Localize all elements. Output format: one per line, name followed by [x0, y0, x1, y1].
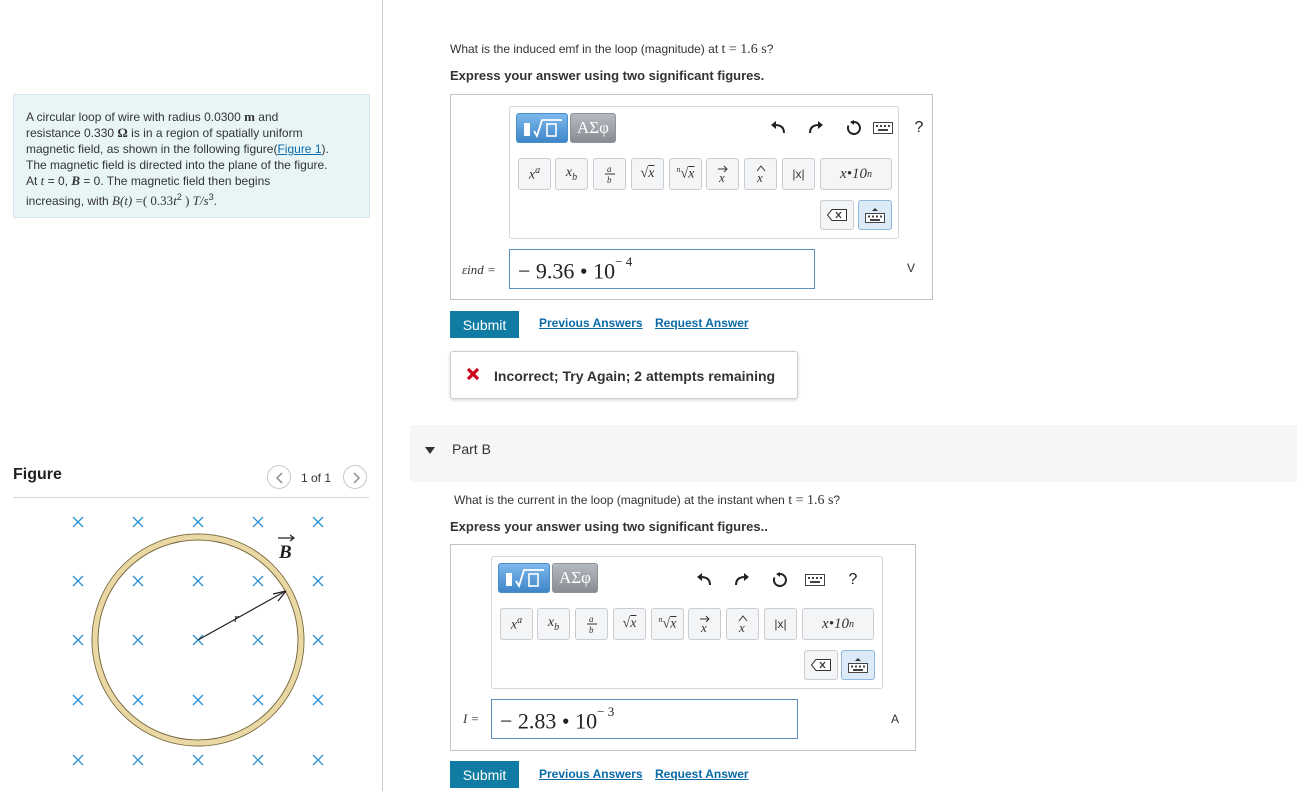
vector-button[interactable]	[688, 608, 721, 640]
scientific-notation-exponent: n	[848, 618, 854, 630]
figure-link[interactable]: Figure 1	[277, 142, 322, 156]
part-a-question-math: t = 1.6 s	[721, 42, 767, 57]
keyboard-icon[interactable]	[804, 572, 826, 588]
field-x-mark	[73, 635, 83, 645]
field-x-mark	[313, 576, 323, 586]
formula-variable: t	[173, 193, 177, 208]
greek-symbols-button[interactable]: ΑΣφ	[570, 113, 616, 143]
formula-unit-exponent: 3	[208, 192, 214, 202]
part-b-title: Part B	[452, 441, 491, 457]
problem-text: The magnetic field is directed into the plane of the figure.	[26, 158, 328, 172]
absolute-value-button[interactable]: |x|	[764, 608, 797, 640]
part-a-previous-answers-link[interactable]: Previous Answers	[539, 316, 643, 330]
templates-icon	[499, 564, 551, 594]
part-b-instruction: Express your answer using two significant figures..	[450, 519, 768, 534]
magnetic-field-figure	[60, 508, 340, 778]
figure-header	[13, 462, 369, 498]
field-x-mark	[73, 517, 83, 527]
formula-paren: )	[181, 193, 193, 208]
undo-icon[interactable]	[694, 569, 714, 591]
part-b-answer-exponent: − 3	[597, 704, 615, 719]
help-icon[interactable]: ?	[848, 571, 858, 588]
unit-vector-button[interactable]	[744, 158, 777, 190]
formula-lhs: B(t)	[112, 193, 133, 208]
part-a-answer-box	[450, 94, 933, 300]
figure-pager: 1 of 1	[301, 471, 332, 485]
field-x-mark	[73, 576, 83, 586]
scientific-notation-label: x•10	[840, 165, 867, 182]
problem-text: At	[26, 174, 41, 188]
field-x-mark	[193, 517, 203, 527]
svg-text:b: b	[588, 625, 593, 635]
keyboard-icon	[865, 207, 885, 223]
chevron-right-icon	[350, 471, 362, 485]
part-b-request-answer-link[interactable]: Request Answer	[655, 767, 749, 781]
part-b-header[interactable]	[410, 425, 1297, 482]
svg-text:x: x	[700, 620, 707, 635]
reset-icon[interactable]	[770, 569, 790, 591]
part-a-question	[450, 42, 773, 58]
backspace-button[interactable]	[820, 200, 854, 230]
field-x-mark	[253, 755, 263, 765]
radius-label: r	[234, 610, 240, 625]
part-b-unit: A	[891, 712, 900, 726]
svg-text:b: b	[606, 175, 611, 185]
field-x-mark	[253, 695, 263, 705]
previous-figure-button[interactable]	[267, 465, 291, 489]
backspace-icon	[827, 209, 847, 221]
part-a-answer-input[interactable]	[509, 249, 815, 289]
feedback-text: Incorrect; Try Again; 2 attempts remaining	[494, 368, 776, 384]
part-b-variable-label: I =	[463, 711, 480, 726]
problem-text: and	[254, 110, 279, 124]
radius-line	[198, 592, 284, 640]
svg-text:a: a	[588, 614, 593, 624]
field-x-mark	[193, 695, 203, 705]
field-x-mark	[133, 635, 143, 645]
radius-unit: m	[244, 109, 255, 124]
field-x-mark	[193, 576, 203, 586]
backspace-icon	[811, 659, 831, 671]
formula-exponent: 2	[176, 192, 182, 202]
formula-unit: T/s	[192, 193, 209, 208]
field-vector-arrow	[278, 535, 294, 541]
part-a-submit-button[interactable]: Submit	[450, 311, 519, 338]
field-x-mark	[133, 755, 143, 765]
part-b-submit-button[interactable]: Submit	[450, 761, 519, 788]
vector-button[interactable]	[706, 158, 739, 190]
fraction-button[interactable]	[593, 158, 626, 190]
b-symbol: B	[71, 173, 80, 188]
field-x-mark	[73, 755, 83, 765]
scientific-notation-label: x•10	[822, 615, 849, 632]
scientific-notation-exponent: n	[866, 168, 872, 180]
field-x-mark	[253, 517, 263, 527]
field-x-mark	[193, 755, 203, 765]
part-b-question-math: t = 1.6 s	[788, 493, 834, 508]
part-b-previous-answers-link[interactable]: Previous Answers	[539, 767, 643, 781]
redo-icon[interactable]	[732, 569, 752, 591]
toggle-keyboard-button[interactable]	[858, 200, 892, 230]
part-a-math-toolbar	[509, 106, 924, 239]
help-icon[interactable]: ?	[914, 119, 924, 136]
absolute-value-button[interactable]: |x|	[782, 158, 815, 190]
redo-icon[interactable]	[806, 117, 826, 139]
problem-text: = 0. The magnetic field then begins	[80, 174, 271, 188]
field-label: B	[279, 542, 292, 563]
greek-symbols-button[interactable]: ΑΣφ	[552, 563, 598, 593]
field-x-mark	[133, 695, 143, 705]
templates-button[interactable]	[516, 113, 568, 143]
field-x-mark	[313, 695, 323, 705]
left-panel	[0, 0, 383, 791]
fraction-button[interactable]	[575, 608, 608, 640]
templates-icon	[517, 114, 569, 144]
field-x-mark	[313, 517, 323, 527]
problem-text: increasing, with	[26, 194, 113, 208]
field-x-mark	[73, 695, 83, 705]
caret-down-icon	[424, 445, 436, 455]
chevron-left-icon	[274, 471, 286, 485]
part-b-answer-mantissa: − 2.83 • 10	[500, 708, 598, 734]
part-a-question-end: ?	[766, 42, 774, 56]
next-figure-button[interactable]	[343, 465, 367, 489]
problem-text: = 0,	[44, 174, 72, 188]
problem-text: is in a region of spatially uniform	[127, 126, 303, 140]
problem-statement	[13, 94, 370, 218]
subscript-button[interactable]: $x_b$	[555, 158, 588, 190]
t-symbol: t	[40, 173, 45, 188]
formula-coefficient: =( 0.33	[132, 193, 174, 208]
problem-text: magnetic field, as shown in the following figure(	[26, 142, 278, 156]
problem-text: ).	[321, 142, 329, 156]
square-root-button[interactable]: √x	[631, 158, 664, 190]
field-x-mark	[313, 635, 323, 645]
figure-title: Figure	[13, 466, 62, 483]
keyboard-icon[interactable]	[872, 120, 894, 136]
field-x-mark	[133, 517, 143, 527]
part-a-unit: V	[907, 261, 916, 275]
part-b-answer-box	[450, 544, 916, 751]
field-x-mark	[253, 576, 263, 586]
templates-button[interactable]	[498, 563, 550, 593]
part-a-instruction: Express your answer using two significant figures.	[450, 68, 765, 83]
toggle-keyboard-button[interactable]	[841, 650, 875, 680]
part-b-answer-input[interactable]	[491, 699, 798, 739]
square-root-button[interactable]: √x	[613, 608, 646, 640]
part-a-request-answer-link[interactable]: Request Answer	[655, 316, 749, 330]
part-a-answer-exponent: − 4	[615, 254, 633, 269]
part-a-answer-mantissa: − 9.36 • 10	[518, 258, 616, 284]
scientific-notation-button[interactable]	[802, 608, 874, 640]
part-a-feedback	[450, 351, 798, 399]
svg-text:x: x	[718, 170, 725, 185]
keyboard-icon	[848, 657, 868, 673]
part-b-math-toolbar	[491, 556, 883, 689]
superscript-button[interactable]: $x^a$	[518, 158, 551, 190]
undo-icon[interactable]	[768, 117, 788, 139]
field-x-mark	[133, 576, 143, 586]
resistance-unit: Ω	[117, 125, 128, 140]
scientific-notation-button[interactable]	[820, 158, 892, 190]
field-x-mark	[253, 635, 263, 645]
part-b-question-end: ?	[833, 493, 841, 507]
nth-root-button[interactable]: $^n$√x	[669, 158, 702, 190]
nth-root-button[interactable]: $^n$√x	[651, 608, 684, 640]
superscript-button[interactable]: $x^a$	[500, 608, 533, 640]
part-b-question-text: What is the current in the loop (magnitude) at the instant when	[454, 493, 789, 507]
reset-icon[interactable]	[844, 117, 864, 139]
problem-text: resistance 0.330	[26, 126, 118, 140]
field-x-mark	[313, 755, 323, 765]
subscript-button[interactable]: $x_b$	[537, 608, 570, 640]
backspace-button[interactable]	[804, 650, 838, 680]
panel-divider	[382, 0, 383, 791]
unit-vector-button[interactable]	[726, 608, 759, 640]
svg-text:x: x	[756, 170, 763, 185]
part-a-question-text: What is the induced emf in the loop (magnitude) at	[450, 42, 722, 56]
svg-text:a: a	[606, 164, 611, 174]
part-b-question	[454, 493, 840, 509]
problem-text: A circular loop of wire with radius 0.0300	[26, 110, 245, 124]
error-x-icon	[465, 366, 481, 382]
part-a-variable-label: εind =	[462, 262, 496, 277]
radius-arrowhead	[273, 591, 286, 601]
svg-text:x: x	[738, 620, 745, 635]
problem-text: .	[213, 194, 217, 208]
